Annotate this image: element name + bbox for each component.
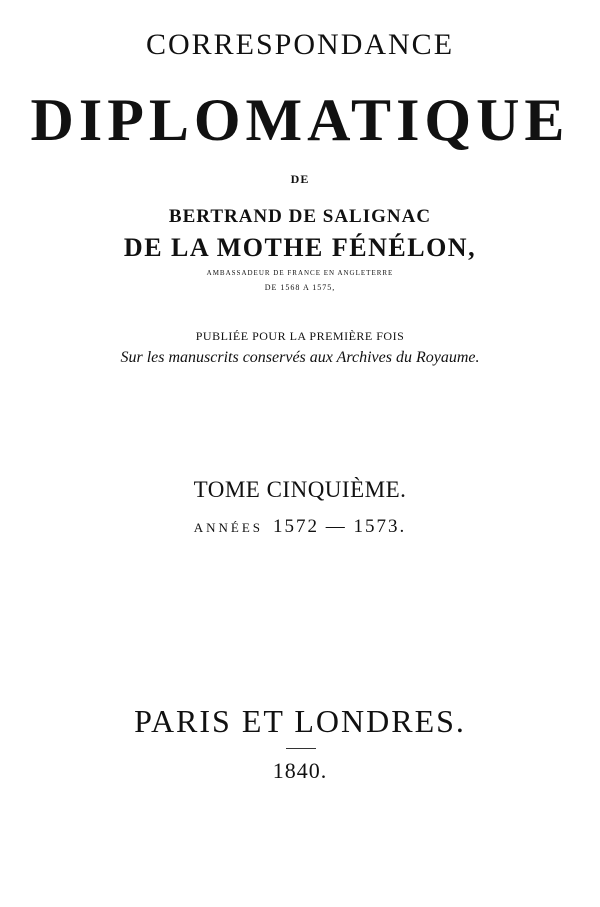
author-name-line-1: BERTRAND DE SALIGNAC [168,206,432,227]
years-label: ANNÉES [193,520,264,535]
title-line-1: CORRESPONDANCE [145,28,455,61]
author-name-line-2: DE LA MOTHE FÉNÉLON, [123,233,477,262]
separator-rule [286,748,316,749]
years-line [0,516,600,538]
title-line-2: DIPLOMATIQUE [30,87,570,153]
publication-note-line-2: Sur les manuscrits conservés aux Archives du Royaume. [120,349,480,366]
author-role-line-2: DE 1568 A 1575, [264,283,336,292]
years-range: 1572 — 1573. [273,516,407,537]
volume-label: TOME CINQUIÈME. [193,477,407,502]
publication-year: 1840. [272,758,328,783]
preposition-de: DE [290,172,310,186]
author-role-line-1: AMBASSADEUR DE FRANCE EN ANGLETERRE [206,269,394,277]
publication-place: PARIS ET LONDRES. [134,703,466,739]
publication-note-line-1: PUBLIÉE POUR LA PREMIÈRE FOIS [195,329,405,343]
